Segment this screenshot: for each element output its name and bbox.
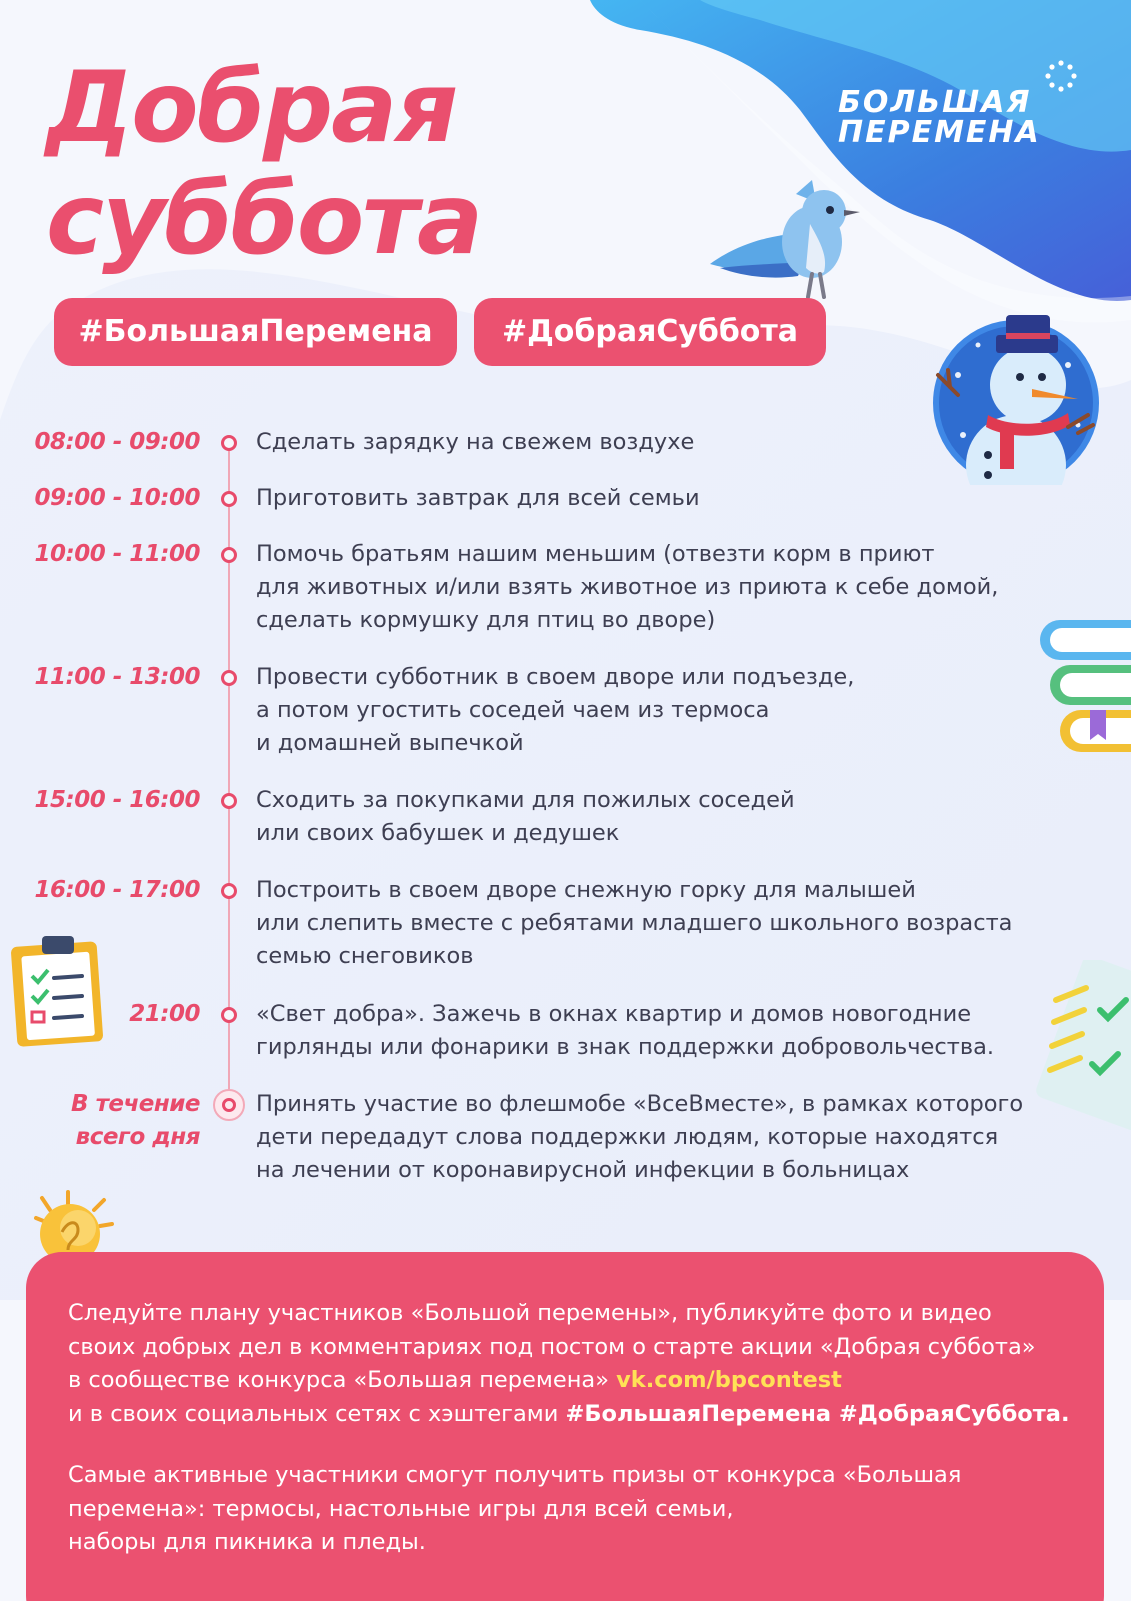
timeline-dot	[221, 670, 237, 686]
bird-icon	[700, 172, 860, 307]
schedule-desc	[256, 784, 1056, 850]
time-label: 10:00 - 11:00	[34, 541, 200, 567]
desc-line: Сходить за покупками для пожилых соседей	[256, 787, 795, 813]
timeline-dot	[221, 435, 237, 451]
desc-line: гирлянды или фонарики в знак поддержки добровольчества.	[256, 1034, 995, 1060]
schedule-time	[20, 874, 200, 907]
schedule-time	[20, 784, 200, 817]
hashtag-pill-dobraya: #ДобраяСуббота	[474, 298, 826, 366]
schedule-desc	[256, 661, 1056, 760]
desc-line: Приготовить завтрак для всей семьи	[256, 485, 700, 511]
schedule-time	[20, 1088, 200, 1154]
footer-line	[68, 1398, 1078, 1432]
footer-text: в сообществе конкурса «Большая перемена»	[68, 1367, 617, 1393]
schedule-desc	[256, 538, 1056, 637]
time-label: 16:00 - 17:00	[34, 877, 200, 903]
desc-line: а потом угостить соседей чаем из термоса	[256, 697, 770, 723]
footer-line: наборы для пикника и пледы.	[68, 1529, 426, 1555]
footer-text: и в своих социальных сетях с хэштегами	[68, 1400, 566, 1427]
timeline-dot	[221, 491, 237, 507]
desc-line: для животных и/или взять животное из приюта к себе домой,	[256, 574, 999, 600]
desc-line: или своих бабушек и дедушек	[256, 820, 620, 846]
desc-line: дети передадут слова поддержки людям, которые находятся	[256, 1124, 999, 1150]
time-label: 21:00	[129, 1001, 200, 1027]
desc-line: Провести субботник в своем дворе или подъезде,	[256, 664, 855, 690]
footer-hashtags: #БольшаяПеремена #ДобраяСуббота.	[565, 1400, 1070, 1427]
brand-logo	[838, 85, 1058, 150]
desc-line: или слепить вместе с ребятами младшего школьного возраста	[256, 910, 1013, 936]
schedule-time	[20, 538, 200, 571]
logo-line-1: БОЛЬШАЯ	[838, 85, 1032, 120]
hashtag-pill-bolshaya: #БольшаяПеремена	[54, 298, 457, 366]
schedule-desc	[256, 426, 1056, 459]
footer-line: своих добрых дел в комментариях под постом о старте акции «Добрая суббота»	[68, 1333, 1036, 1360]
schedule-time	[20, 661, 200, 694]
time-label: 15:00 - 16:00	[34, 787, 200, 813]
title-line-2: суббота	[46, 163, 482, 277]
footer-paragraph-1	[68, 1297, 1078, 1431]
loading-dots-icon	[1045, 60, 1077, 92]
page-title	[46, 52, 606, 276]
desc-line: «Свет добра». Зажечь в окнах квартир и домов новогодние	[256, 1001, 972, 1027]
timeline-dot	[221, 793, 237, 809]
footer-line: Самые активные участники смогут получить призы от конкурса «Большая	[68, 1462, 962, 1488]
desc-line: Сделать зарядку на свежем воздухе	[256, 429, 695, 455]
schedule-desc	[256, 482, 1056, 515]
schedule-time	[20, 426, 200, 459]
vk-link[interactable]: vk.com/bpcontest	[616, 1367, 842, 1393]
timeline-dot-target	[213, 1089, 245, 1121]
schedule-desc	[256, 998, 1056, 1064]
time-label: 11:00 - 13:00	[34, 664, 200, 690]
time-label: 08:00 - 09:00	[34, 429, 200, 455]
footer-line: Следуйте плану участников «Большой перемены», публикуйте фото и видео	[68, 1300, 992, 1326]
timeline-dot	[221, 883, 237, 899]
schedule-time	[20, 998, 200, 1031]
desc-line: Помочь братьям нашим меньшим (отвезти корм в приют	[256, 541, 935, 567]
footer-line: перемена»: термосы, настольные игры для всей семьи,	[68, 1495, 734, 1522]
clipboard-icon	[8, 930, 108, 1050]
snowman-icon	[928, 315, 1108, 485]
timeline-dot	[221, 1007, 237, 1023]
desc-line: и домашней выпечкой	[256, 730, 524, 756]
time-label: В течение	[71, 1091, 200, 1117]
desc-line: Построить в своем дворе снежную горку для малышей	[256, 877, 916, 903]
footer-line	[68, 1364, 1078, 1398]
schedule-time	[20, 482, 200, 515]
timeline-dot	[221, 547, 237, 563]
desc-line: сделать кормушку для птиц во дворе)	[256, 607, 716, 633]
schedule-desc	[256, 1088, 1056, 1187]
logo-line-2: ПЕРЕМЕНА	[838, 115, 1041, 150]
desc-line: семью снеговиков	[256, 943, 474, 969]
footer-paragraph-2	[68, 1459, 1078, 1560]
desc-line: Принять участие во флешмобе «ВсеВместе», в рамках которого	[256, 1091, 1024, 1117]
title-line-1: Добрая	[46, 51, 457, 165]
schedule-desc	[256, 874, 1056, 973]
timeline-line	[228, 442, 230, 1104]
time-label: 09:00 - 10:00	[34, 485, 200, 511]
desc-line: на лечении от коронавирусной инфекции в больницах	[256, 1157, 910, 1183]
time-label: всего дня	[75, 1124, 200, 1150]
